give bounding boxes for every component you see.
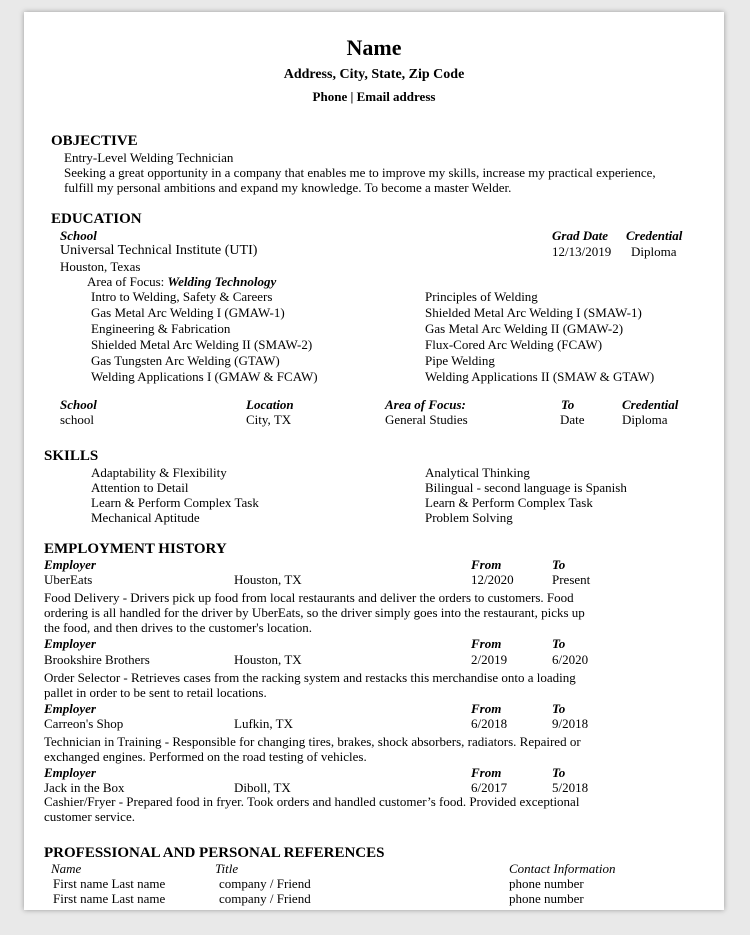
course-item: Welding Applications I (GMAW & FCAW) (91, 369, 318, 384)
edu-col-credential: Credential (626, 228, 683, 243)
skill-item: Attention to Detail (91, 480, 189, 495)
course-item: Gas Tungsten Arc Welding (GTAW) (91, 353, 280, 368)
employment-heading: EMPLOYMENT HISTORY (44, 541, 227, 557)
edu-school: Universal Technical Institute (UTI) (60, 243, 258, 258)
job-description: Cashier/Fryer - Prepared food in fryer. Took orders and handled customer’s food. Provided exceptional (44, 794, 580, 809)
course-item: Engineering & Fabrication (91, 321, 231, 336)
skill-item: Learn & Perform Complex Task (425, 495, 593, 510)
job-to: Present (552, 572, 591, 587)
edu-col-grad-date: Grad Date (552, 228, 608, 243)
job-from: 6/2017 (471, 780, 508, 795)
job-description: pallet in order to be sent to retail locations. (44, 685, 267, 700)
skill-item: Mechanical Aptitude (91, 510, 200, 525)
job-description: exchanged engines. Performed on the road testing of vehicles. (44, 749, 367, 764)
course-item: Intro to Welding, Safety & Careers (91, 289, 273, 304)
job-to: 5/2018 (552, 780, 589, 795)
skills-heading: SKILLS (44, 448, 99, 464)
job-description: the food, and then drives to the customer's location. (44, 620, 313, 635)
ref-col-contact: Contact Information (509, 861, 616, 876)
edu-grad-date: 12/13/2019 (552, 244, 612, 259)
job-col-employer: Employer (44, 636, 96, 651)
job-col-employer: Employer (44, 701, 96, 716)
edu2-col-focus: Area of Focus: (385, 397, 466, 412)
job-to: 6/2020 (552, 652, 589, 667)
job-col-from: From (471, 701, 502, 716)
resume-page (24, 12, 724, 910)
course-item: Shielded Metal Arc Welding I (SMAW-1) (425, 305, 642, 320)
ref-col-title: Title (215, 861, 239, 876)
ref-title: company / Friend (219, 876, 311, 891)
course-item: Shielded Metal Arc Welding II (SMAW-2) (91, 337, 313, 352)
edu2-col-location: Location (246, 397, 294, 412)
job-description: Order Selector - Retrieves cases from the racking system and restacks this merchandise onto a loading (44, 670, 576, 685)
address-line: Address, City, State, Zip Code (283, 67, 465, 82)
objective-text: Seeking a great opportunity in a company that enables me to improve my skills, increase my practical experience, (64, 165, 656, 180)
skill-item: Problem Solving (425, 510, 513, 525)
job-employer: Carreon's Shop (44, 716, 124, 731)
edu2-school: school (60, 412, 94, 427)
resume-name: Name (346, 35, 402, 60)
edu-credential: Diploma (631, 244, 677, 259)
job-col-to: To (552, 765, 566, 780)
job-from: 12/2020 (471, 572, 514, 587)
job-from: 6/2018 (471, 716, 508, 731)
objective-heading: OBJECTIVE (51, 133, 138, 149)
job-col-employer: Employer (44, 557, 96, 572)
job-to: 9/2018 (552, 716, 589, 731)
edu2-to: Date (560, 412, 585, 427)
skill-item: Analytical Thinking (425, 465, 530, 480)
job-col-from: From (471, 636, 502, 651)
ref-name: First name Last name (53, 891, 166, 906)
skill-item: Learn & Perform Complex Task (91, 495, 259, 510)
ref-name: First name Last name (53, 876, 166, 891)
job-location: Lufkin, TX (234, 716, 293, 731)
course-item: Gas Metal Arc Welding II (GMAW-2) (425, 321, 624, 336)
job-description: ordering is all handled for the driver by UberEats, so the driver simply goes into the restaurant, picks up (44, 605, 585, 620)
course-item: Pipe Welding (425, 353, 495, 368)
ref-contact: phone number (509, 891, 584, 906)
edu2-col-to: To (561, 397, 575, 412)
job-col-to: To (552, 557, 566, 572)
edu-focus-value: Welding Technology (167, 274, 277, 289)
ref-title: company / Friend (219, 891, 311, 906)
objective-text: fulfill my personal ambitions and expand my knowledge. To become a master Welder. (64, 180, 512, 195)
edu-focus-label: Area of Focus: (87, 274, 165, 289)
job-location: Houston, TX (234, 652, 302, 667)
edu2-location: City, TX (246, 412, 292, 427)
skill-item: Adaptability & Flexibility (91, 465, 227, 480)
contact-line: Phone | Email address (312, 89, 436, 104)
job-col-employer: Employer (44, 765, 96, 780)
course-item: Welding Applications II (SMAW & GTAW) (425, 369, 655, 384)
job-description: customer service. (44, 809, 135, 824)
edu-col-school: School (60, 228, 97, 243)
job-location: Diboll, TX (234, 780, 291, 795)
edu-location: Houston, Texas (60, 259, 141, 274)
course-item: Gas Metal Arc Welding I (GMAW-1) (91, 305, 285, 320)
job-col-to: To (552, 701, 566, 716)
edu2-credential: Diploma (622, 412, 668, 427)
job-employer: UberEats (44, 572, 93, 587)
job-col-to: To (552, 636, 566, 651)
job-employer: Brookshire Brothers (44, 652, 150, 667)
ref-col-name: Name (51, 861, 82, 876)
skill-item: Bilingual - second language is Spanish (425, 480, 627, 495)
course-item: Flux-Cored Arc Welding (FCAW) (425, 337, 603, 352)
ref-contact: phone number (509, 876, 584, 891)
job-col-from: From (471, 765, 502, 780)
objective-title: Entry-Level Welding Technician (64, 150, 234, 165)
job-description: Technician in Training - Responsible for changing tires, brakes, shock absorbers, radiators. Repaired or (44, 734, 581, 749)
job-description: Food Delivery - Drivers pick up food from local restaurants and deliver the orders to customers. Food (44, 590, 574, 605)
job-location: Houston, TX (234, 572, 302, 587)
education-heading: EDUCATION (51, 211, 142, 227)
job-from: 2/2019 (471, 652, 508, 667)
course-item: Principles of Welding (425, 289, 538, 304)
edu2-col-school: School (60, 397, 97, 412)
edu-focus (87, 274, 276, 289)
job-col-from: From (471, 557, 502, 572)
job-employer: Jack in the Box (44, 780, 125, 795)
edu2-focus: General Studies (385, 412, 468, 427)
edu2-col-credential: Credential (622, 397, 679, 412)
references-heading: PROFESSIONAL AND PERSONAL REFERENCES (44, 845, 385, 861)
